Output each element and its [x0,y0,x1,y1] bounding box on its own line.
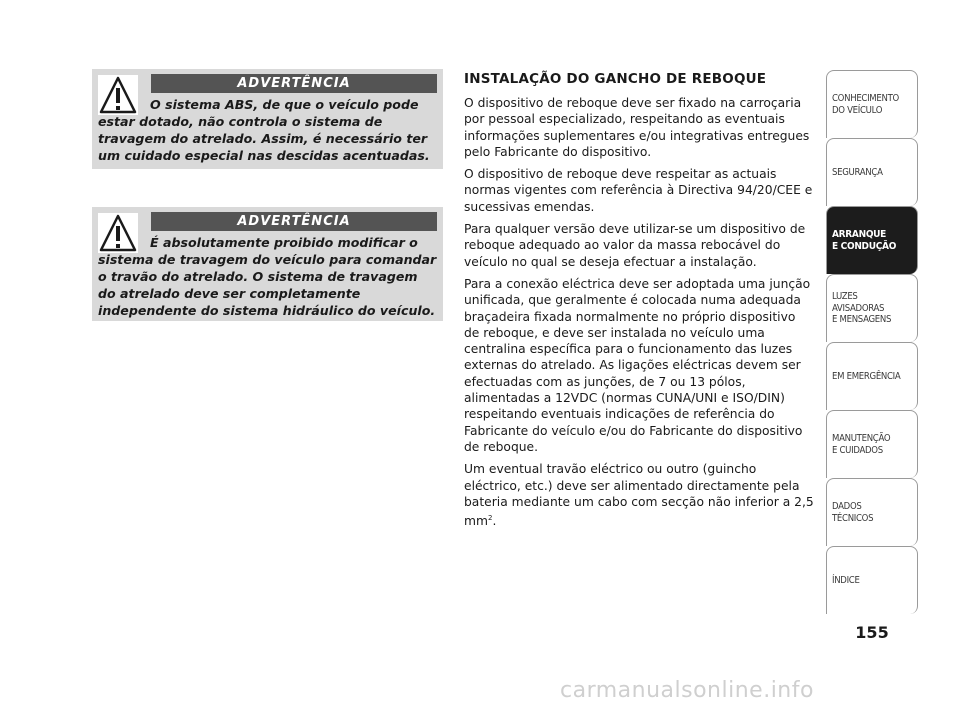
tab-label: EM EMERGÊNCIA [832,370,901,382]
tab-indice[interactable] [826,546,918,614]
tab-luzes[interactable] [826,274,918,342]
warning-header: ADVERTÊNCIA [151,74,437,93]
paragraph: O dispositivo de reboque deve ser fixado na carroçaria por pessoal especializado, respeitando as eventuais informações suplementares e/ou integrativas entregues pelo Fabricante do dispositivo. [464,96,810,159]
watermark: carmanualsonline.info [560,678,814,703]
chapter-tabs [826,70,918,614]
tab-conhecimento[interactable] [826,70,918,138]
warning-box-abs [92,69,443,169]
paragraph: Para qualquer versão deve utilizar-se um dispositivo de reboque adequado ao valor da massa rebocável do veículo no qual se deseja efectuar a instalação. [464,222,806,269]
tab-manutencao[interactable] [826,410,918,478]
tab-label: MANUTENÇÃO E CUIDADOS [832,433,891,456]
tab-label: CONHECIMENTO DO VEÍCULO [832,93,899,116]
tab-label: ÍNDICE [832,574,860,586]
tab-label: DADOS TÉCNICOS [832,501,874,524]
tab-label: SEGURANÇA [832,166,883,178]
paragraph [464,461,814,529]
main-content [464,70,814,536]
warning-text: É absolutamente proibido modificar o sistema de travagem do veículo para comandar o travão do atrelado. O sistema de travagem do atrelado deve ser completamente independente do sistema hidráulico do veículo. [98,235,437,318]
tab-arranque[interactable] [826,206,918,274]
paragraph-end: . [492,514,497,529]
warning-text: O sistema ABS, de que o veículo pode estar dotado, não controla o sistema de travagem do atrelado. Assim, é necessário ter um cuidado especial nas descidas acentuadas. [98,97,430,163]
warning-box-brakes [92,207,443,321]
paragraph: O dispositivo de reboque deve respeitar as actuais normas vigentes com referência à Directiva 94/20/CEE e sucessivas emendas. [464,167,813,214]
tab-seguranca[interactable] [826,138,918,206]
tab-label: LUZES AVISADORAS E MENSAGENS [832,291,892,326]
section-title: INSTALAÇÃO DO GANCHO DE REBOQUE [464,71,767,87]
paragraph-text: Um eventual travão eléctrico ou outro (guincho eléctrico, etc.) deve ser alimentado directamente pela bateria mediante um cabo com secção não inferior a 2,5 mm [464,462,814,529]
tab-label: ARRANQUE E CONDUÇÃO [832,229,897,252]
page-number: 155 [855,623,889,642]
tab-dados[interactable] [826,478,918,546]
superscript: 2 [487,514,493,523]
warning-header: ADVERTÊNCIA [151,212,437,231]
paragraph: Para a conexão eléctrica deve ser adoptada uma junção unificada, que geralmente é colocada numa adequada braçadeira fixada normalmente no próprio dispositivo de reboque, e deve ser instalada no veículo uma centralina específica para o funcionamento das luzes externas do atrelado. As ligações eléctricas devem ser efectuadas com as junções, de 7 ou 13 pólos, alimentadas a 12VDC (normas CUNA/UNI e ISO/DIN) respeitando eventuais indicações de referência do Fabricante do veículo e/ou do Fabricante do dispositivo de reboque. [464,276,811,454]
tab-emergencia[interactable] [826,342,918,410]
